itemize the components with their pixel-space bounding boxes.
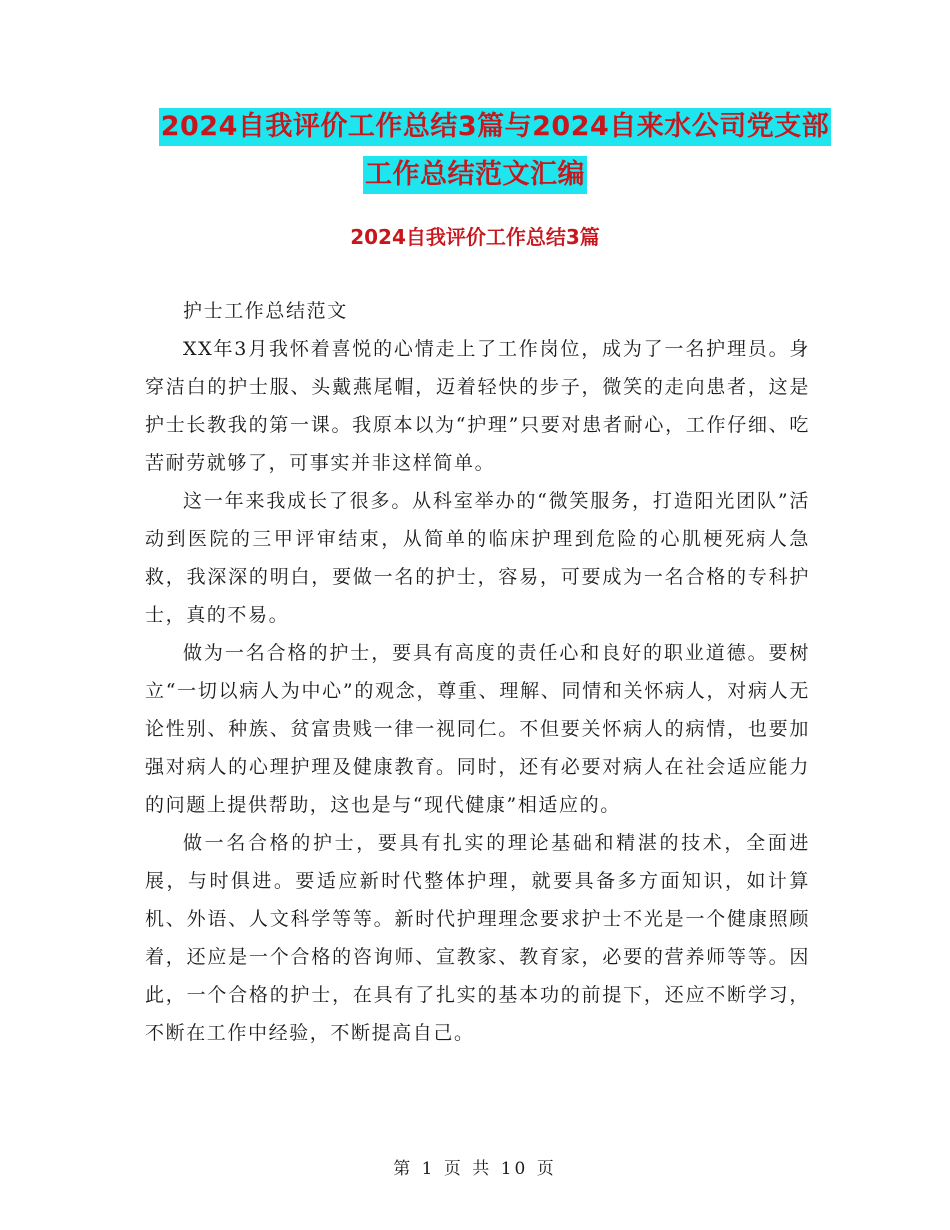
subheading: 护士工作总结范文 [183,300,348,322]
paragraph: 做一名合格的护士，要具有扎实的理论基础和精湛的技术，全面进展，与时俱进。要适应新时代整体护理，就要具备多方面知识，如计算机、外语、人文科学等等。新时代护理理念要求护士不光是一个健康照顾着，还应是一个合格的咨询师、宣教家、教育家，必要的营养师等等。因此，一个合格的护士，在具有了扎实的基本功的前提下，还应不断学习，不断在工作中经验，不断提高自己。 [145,832,810,1044]
document-title-line-1: 2024自我评价工作总结3篇与2024自来水公司党支部 [159,108,832,146]
paragraph: XX年3月我怀着喜悦的心情走上了工作岗位，成为了一名护理员。身穿洁白的护士服、头戴燕尾帽，迈着轻快的步子，微笑的走向患者，这是护士长教我的第一课。我原本以为“护理”只要对患者耐心，工作仔细、吃苦耐劳就够了，可事实并非这样简单。 [145,338,810,474]
document-body [145,292,810,1052]
document-title-line-2: 工作总结范文汇编 [363,156,587,194]
page-number-footer: 第 1 页 共 10 页 [393,1159,557,1179]
document-title [0,108,950,194]
section-heading: 2024自我评价工作总结3篇 [350,225,600,249]
paragraph: 做为一名合格的护士，要具有高度的责任心和良好的职业道德。要树立“一切以病人为中心”的观念，尊重、理解、同情和关怀病人，对病人无论性别、种族、贫富贵贱一律一视同仁。不但要关怀病人的病情，也要加强对病人的心理护理及健康教育。同时，还有必要对病人在社会适应能力的问题上提供帮助，这也是与“现代健康”相适应的。 [145,642,810,816]
paragraph: 这一年来我成长了很多。从科室举办的“微笑服务，打造阳光团队”活动到医院的三甲评审结束，从简单的临床护理到危险的心肌梗死病人急救，我深深的明白，要做一名的护士，容易，可要成为一名合格的专科护士，真的不易。 [145,490,810,626]
